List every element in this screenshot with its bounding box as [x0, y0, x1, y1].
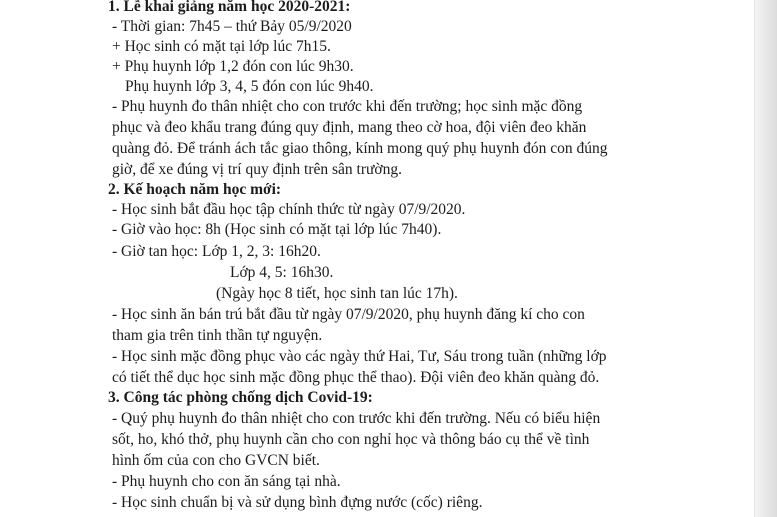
section-heading: 3. Công tác phòng chống dịch Covid-19: [108, 389, 373, 406]
text-line: - Giờ vào học: 8h (Học sinh có mặt tại lớp lúc 7h40). [112, 221, 442, 238]
section-heading: 2. Kế hoạch năm học mới: [108, 181, 282, 198]
text-line: quàng đỏ. Để tránh ách tắc giao thông, kính mong quý phụ huynh đón con đúng [112, 140, 608, 157]
text-line: giờ, để xe đúng vị trí quy định trên sân trường. [112, 161, 402, 178]
text-line: Phụ huynh lớp 3, 4, 5 đón con lúc 9h40. [125, 78, 374, 95]
text-line: phục và đeo khẩu trang đúng quy định, mang theo cờ hoa, đội viên đeo khăn [112, 119, 587, 136]
text-line: - Quý phụ huynh đo thân nhiệt cho con trước khi đến trường. Nếu có biểu hiện [112, 410, 601, 427]
page-edge-shadow [754, 0, 777, 517]
text-line: - Học sinh chuẩn bị và sử dụng bình đựng nước (cốc) riêng. [112, 494, 483, 511]
text-line: tham gia trên tinh thần tự nguyện. [112, 327, 323, 344]
text-line: + Học sinh có mặt tại lớp lúc 7h15. [112, 38, 331, 55]
text-line: hình ốm của con cho GVCN biết. [112, 452, 320, 469]
text-line: - Học sinh bắt đầu học tập chính thức từ ngày 07/9/2020. [112, 201, 466, 218]
text-line: - Phụ huynh đo thân nhiệt cho con trước khi đến trường; học sinh mặc đồng [112, 98, 583, 115]
section-heading: 1. Lễ khai giảng năm học 2020-2021: [108, 0, 351, 15]
text-line: - Học sinh mặc đồng phục vào các ngày thứ Hai, Tư, Sáu trong tuần (những lớp [112, 348, 607, 365]
text-line: - Thời gian: 7h45 – thứ Bảy 05/9/2020 [112, 18, 352, 35]
text-line: (Ngày học 8 tiết, học sinh tan lúc 17h). [216, 285, 458, 302]
text-line: - Phụ huynh cho con ăn sáng tại nhà. [112, 473, 341, 490]
text-line: + Phụ huynh lớp 1,2 đón con lúc 9h30. [112, 58, 354, 75]
text-line: sốt, ho, khó thở, phụ huynh cần cho con nghỉ học và thông báo cụ thể về tình [112, 431, 590, 448]
text-line: - Học sinh ăn bán trú bắt đầu từ ngày 07/9/2020, phụ huynh đăng kí cho con [112, 306, 585, 323]
text-line: - Giờ tan học: Lớp 1, 2, 3: 16h20. [112, 243, 321, 260]
text-line: Lớp 4, 5: 16h30. [230, 264, 334, 281]
text-line: có tiết thể dục học sinh mặc đồng phục thể thao). Đội viên đeo khăn quàng đỏ. [112, 369, 600, 386]
